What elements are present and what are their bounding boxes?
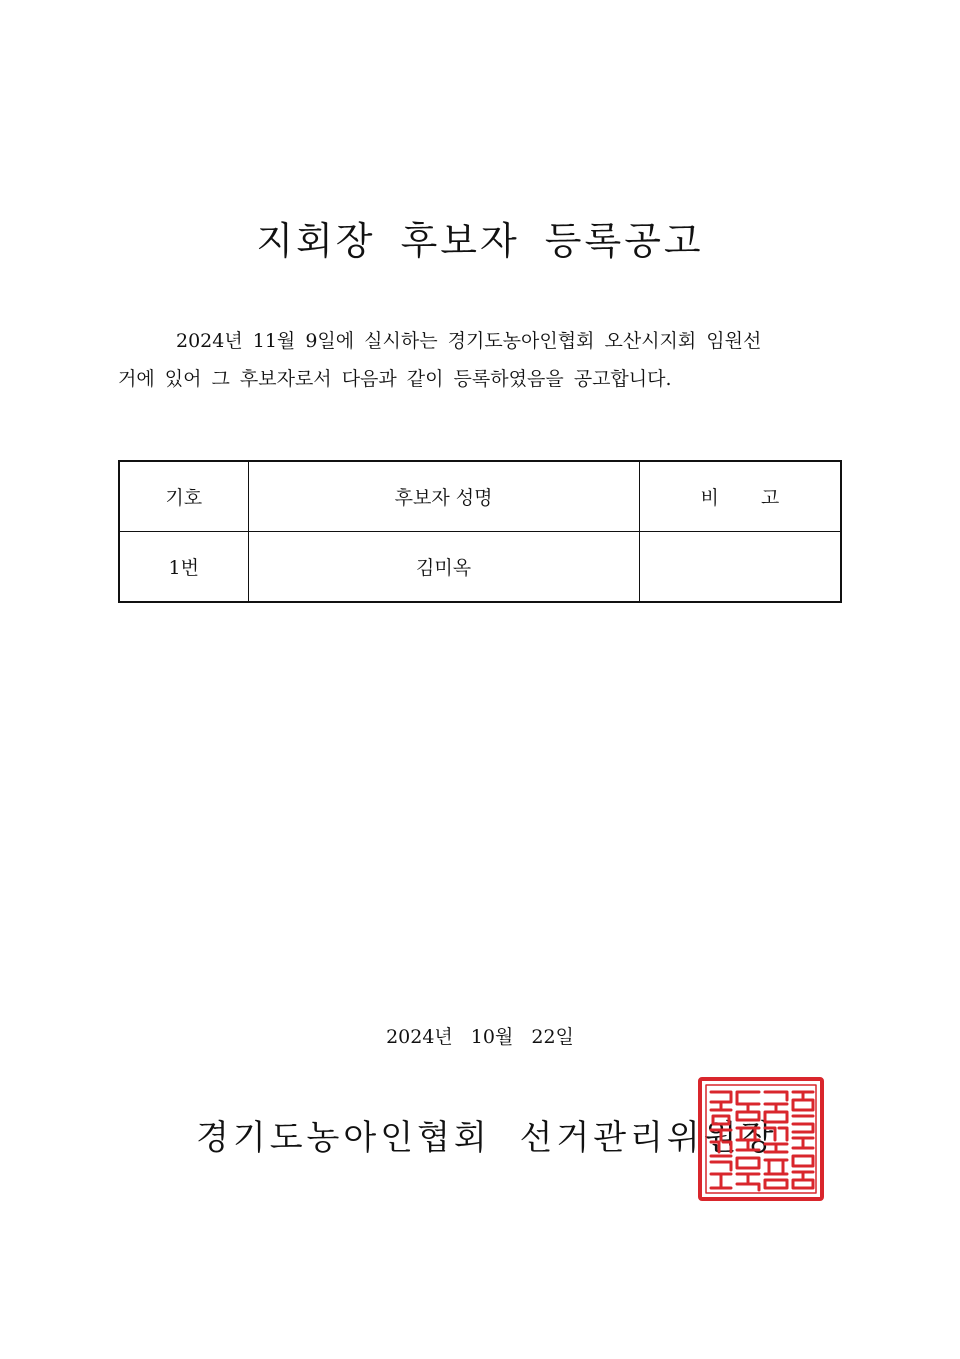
official-seal-stamp bbox=[697, 1076, 825, 1202]
table-row bbox=[119, 532, 841, 603]
table-header-row bbox=[119, 461, 841, 532]
notice-body bbox=[118, 322, 848, 398]
cell-number: 1번 bbox=[119, 532, 248, 603]
header-number: 기호 bbox=[119, 461, 248, 532]
notice-body-line-1: 2024년 11월 9일에 실시하는 경기도농아인협회 오산시지회 임원선 bbox=[176, 330, 762, 352]
notice-body-line-2: 거에 있어 그 후보자로서 다음과 같이 등록하였음을 공고합니다. bbox=[118, 368, 672, 390]
cell-remark bbox=[639, 532, 841, 603]
issuer-name: 경기도농아인협회 선거관리위원장 bbox=[196, 1118, 778, 1158]
cell-candidate-name: 김미옥 bbox=[248, 532, 639, 603]
candidate-table bbox=[118, 460, 842, 603]
header-candidate-name: 후보자 성명 bbox=[248, 461, 639, 532]
announcement-date: 2024년 10월 22일 bbox=[386, 1026, 574, 1048]
seal-script-glyphs bbox=[711, 1092, 813, 1190]
page-title: 지회장 후보자 등록공고 bbox=[256, 219, 704, 263]
header-remark: 비 고 bbox=[639, 461, 841, 532]
